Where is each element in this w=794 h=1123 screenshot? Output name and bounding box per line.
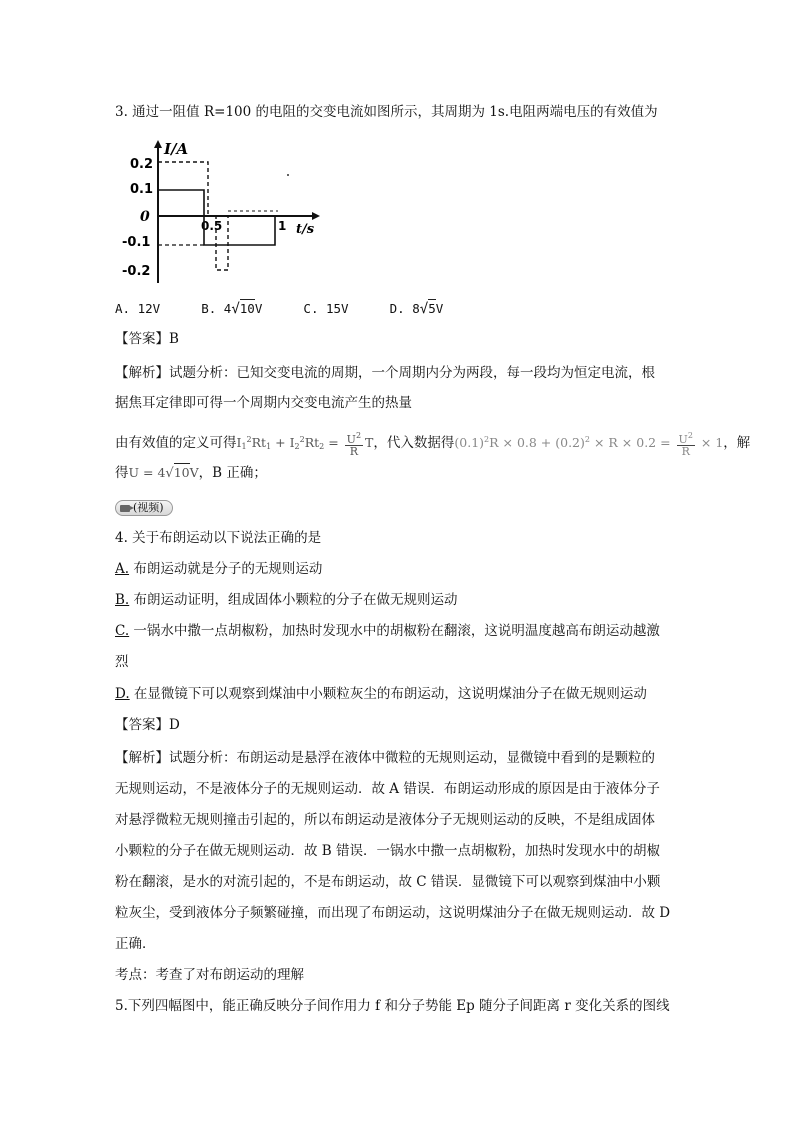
q4-analysis-line-7: 正确． [115, 936, 156, 952]
q4-analysis-line-1: 【解析】试题分析：布朗运动是悬浮在液体中微粒的无规则运动，显微镜中看到的是颗粒的 [115, 750, 655, 766]
q4-option-d[interactable] [115, 684, 647, 704]
option-d-coef: D. 8 [389, 301, 420, 316]
tick-0.2: 0.2 [130, 157, 154, 172]
option-b-key: B. [115, 592, 130, 608]
option-d-unit: V [435, 301, 444, 316]
option-b-coef: B. 4 [201, 301, 232, 316]
analysis-text: 由有效值的定义可得 [115, 435, 237, 451]
tick-origin: 0 [140, 209, 150, 225]
q3-analysis-line-1: 【解析】试题分析：已知交变电流的周期，一个周期内分为两段，每一段均为恒定电流，根 [115, 365, 655, 381]
analysis-text: ，代入数据得 [373, 435, 455, 451]
tick-minus-0.2: -0.2 [122, 264, 151, 279]
y-axis-label: I/A [164, 140, 189, 158]
option-b-text: 布朗运动证明，组成固体小颗粒的分子在做无规则运动 [129, 592, 458, 608]
q4-option-b[interactable] [115, 590, 458, 610]
formula-effective-definition: $I_1^2Rt_1 + I_2^2Rt_2$ = $\frac{U^2}{R}$ T [236, 431, 374, 458]
option-c-key: C. [115, 623, 130, 639]
option-b-unit: V [254, 301, 263, 316]
tick-minus-0.1: -0.1 [122, 235, 151, 250]
q4-analysis-line-2: 无规则运动，不是液体分子的无规则运动．故 A 错误．布朗运动形成的原因是由于液体分子 [115, 781, 660, 797]
video-button[interactable] [115, 500, 173, 516]
q4-option-a[interactable] [115, 559, 322, 579]
option-c[interactable]: C. 15V [303, 301, 349, 316]
q4-analysis-line-4: 小颗粒的分子在做无规则运动．故 B 错误．一锅水中撒一点胡椒粉，加热时发现水中的胡椒 [115, 843, 661, 859]
q3-analysis-line-2: 据焦耳定律即可得一个周期内交变电流产生的热量 [115, 395, 412, 411]
tick-0.5: 0.5 [201, 219, 223, 233]
q4-question: 4. 关于布朗运动以下说法正确的是 [115, 530, 322, 546]
analysis-text: ，B 正确； [198, 465, 267, 481]
analysis-text: 得 [115, 465, 129, 481]
current-0.2-dashed [158, 162, 208, 216]
option-a-key: A. [115, 561, 130, 577]
q3-analysis-line-3 [115, 427, 751, 458]
stray-mark [287, 174, 289, 176]
option-c-text: 一锅水中撒一点胡椒粉，加热时发现水中的胡椒粉在翻滚，这说明温度越高布朗运动越激 [129, 623, 660, 639]
option-d-text: 在显微镜下可以观察到煤油中小颗粒灰尘的布朗运动，这说明煤油分子在做无规则运动 [129, 686, 647, 702]
q3-question: 3. 通过一阻值 R=100 的电阻的交变电流如图所示，其周期为 1s.电阻两端电压的有效值为 [115, 104, 658, 120]
q4-option-c-cont: 烈 [115, 654, 129, 670]
q4-analysis-line-5: 粉在翻滚，是水的对流引起的，不是布朗运动，故 C 错误．显微镜下可以观察到煤油中小颗 [115, 874, 661, 890]
q5-question: 5.下列四幅图中，能正确反映分子间作用力 f 和分子势能 Ep 随分子间距离 r 变化关系的图线 [115, 998, 670, 1014]
option-a-text: 布朗运动就是分子的无规则运动 [129, 561, 323, 577]
tick-1: 1 [278, 219, 287, 233]
q4-analysis-line-3: 对悬浮微粒无规则撞击引起的，所以布朗运动是液体分子无规则运动的反映，不是组成固体 [115, 812, 655, 828]
video-button-label: (视频) [133, 501, 164, 514]
q3-analysis-line-4 [115, 463, 267, 484]
formula-result: U = 4√10V [128, 465, 199, 481]
video-camera-icon [120, 505, 130, 512]
option-d-radicand: 5 [428, 301, 436, 316]
x-axis-arrow [312, 212, 320, 220]
q4-option-c[interactable] [115, 621, 660, 641]
y-axis-arrow [154, 140, 162, 148]
formula-substitution: $(0.1)^2R \times 0.8 + (0.2)^2 \times R \times 0.2$ = $\frac{U^2}{R}$ × 1 [454, 431, 724, 458]
current-time-graph [118, 138, 328, 288]
current-0.1-segment [158, 190, 204, 216]
option-b[interactable]: B. 4√10V [201, 301, 263, 317]
q4-analysis-line-6: 粒灰尘，受到液体分子频繁碰撞，而出现了布朗运动，这说明煤油分子在做无规则运动．故 D [115, 905, 671, 921]
q3-answer: 【答案】B [115, 331, 179, 347]
option-a[interactable]: A. 12V [115, 301, 161, 316]
option-d-key: D. [115, 686, 130, 702]
analysis-text: ，解 [723, 435, 751, 451]
q4-kaodian: 考点：考查了对布朗运动的理解 [115, 967, 304, 983]
x-axis-label: t/s [296, 222, 315, 237]
option-b-radicand: 10 [239, 301, 255, 316]
q4-answer: 【答案】D [115, 717, 180, 733]
q3-options [115, 299, 443, 319]
option-d[interactable]: D. 8√5V [389, 301, 444, 317]
tick-0.1: 0.1 [130, 182, 154, 197]
